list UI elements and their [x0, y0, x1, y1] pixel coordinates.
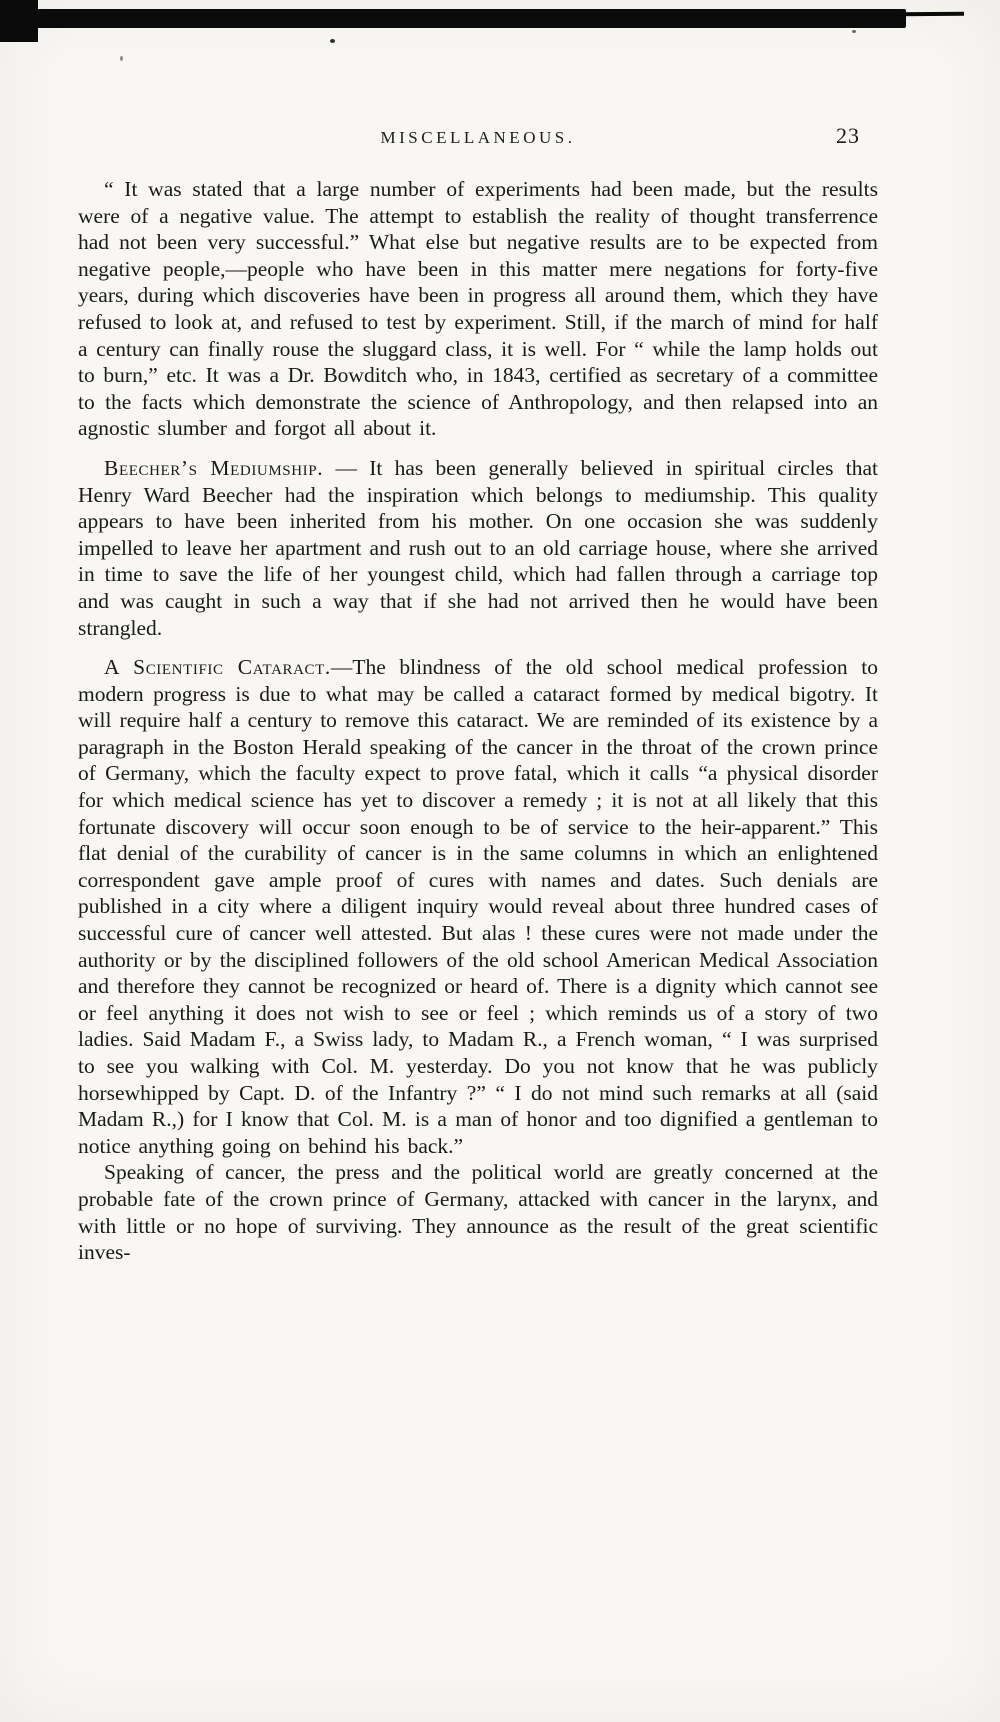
scan-artifact-speck — [120, 56, 123, 61]
paragraph-text: — It has been generally believed in spiritual circles that Henry Ward Beecher had the inspiration which belongs to mediumship. This quality appears to have been inherited from his mother. On one occasion she was suddenly impelled to leave her apartment and rush out to an old carriage house, where she arrived in time to save the life of her youngest child, which had fallen through a carriage top and was caught in such a way that if she had not arrived then he would have been strangled. — [78, 455, 878, 640]
paragraph-text: —The blindness of the old school medical profession to modern progress is due to what may be called a cataract formed by medical bigotry. It will require half a century to remove this cataract. We are reminded of its existence by a paragraph in the Boston Herald speaking of the cancer in the throat of the crown prince of Germany, which the faculty expect to prove fatal, which it calls “a physical disorder for which medical science has yet to discover a remedy ; it is not at all likely that this fortunate discovery will occur soon enough to be of service to the heir-apparent.” This flat denial of the curability of cancer is in the same columns in which an enlightened correspondent gave ample proof of cures with names and dates. Such denials are published in a city where a diligent inquiry would reveal about three hundred cases of successful cure of cancer well attested. But alas ! these cures were not made under the authority or by the disciplined followers of the old school American Medical Association and therefore they cannot be recognized or heard of. There is a dignity which cannot see or feel anything it does not wish to see or feel ; which reminds us of a story of two ladies. Said Madam F., a Swiss lady, to Madam R., a French woman, “ I was surprised to see you walking with Col. M. yesterday. Do you not know that he was publicly horsewhipped by Capt. D. of the Infantry ?” “ I do not mind such remarks at all (said Madam R.,) for I know that Col. M. is a man of honor and too dignified a gentleman to notice anything going on behind his back.” — [78, 655, 878, 1158]
running-header: MISCELLANEOUS. — [380, 128, 576, 147]
paragraph-experiments — [78, 176, 878, 442]
paragraph-beechers-mediumship — [78, 455, 878, 641]
page-header — [78, 123, 878, 148]
paragraph-scientific-cataract — [78, 654, 878, 1159]
scan-artifact-top-line — [900, 12, 964, 16]
page-number: 23 — [836, 123, 860, 148]
paragraph-text: Speaking of cancer, the press and the political world are greatly concerned at the probable fate of the crown prince of Germany, attacked with cancer in the larynx, and with little or no hope of surviving. They announce as the result of the great scientific inves- — [78, 1160, 878, 1265]
paragraph-speaking-of-cancer — [78, 1159, 878, 1265]
section-heading-beechers-mediumship: Beecher’s Mediumship. — [104, 455, 324, 480]
section-heading-scientific-cataract: A Scientific Cataract. — [104, 655, 331, 680]
scan-artifact-speck — [852, 30, 856, 33]
page-body — [78, 176, 878, 1266]
scan-artifact-top-bar — [0, 9, 906, 28]
scan-artifact-speck — [330, 39, 335, 43]
paragraph-text: “ It was stated that a large number of experiments had been made, but the results were of a negative value. The attempt to establish the reality of thought transferrence had not been very successful.” What else but negative results are to be expected from negative people,—people who have been in this matter mere negations for forty-five years, during which discoveries have been in progress all around them, which they have refused to look at, and refused to test by experiment. Still, if the march of mind for half a century can finally rouse the sluggard class, it is well. For “ while the lamp holds out to burn,” etc. It was a Dr. Bowditch who, in 1843, certified as secretary of a committee to the facts which demonstrate the science of Anthropology, and then relapsed into an agnostic slumber and forgot all about it. — [78, 177, 878, 441]
